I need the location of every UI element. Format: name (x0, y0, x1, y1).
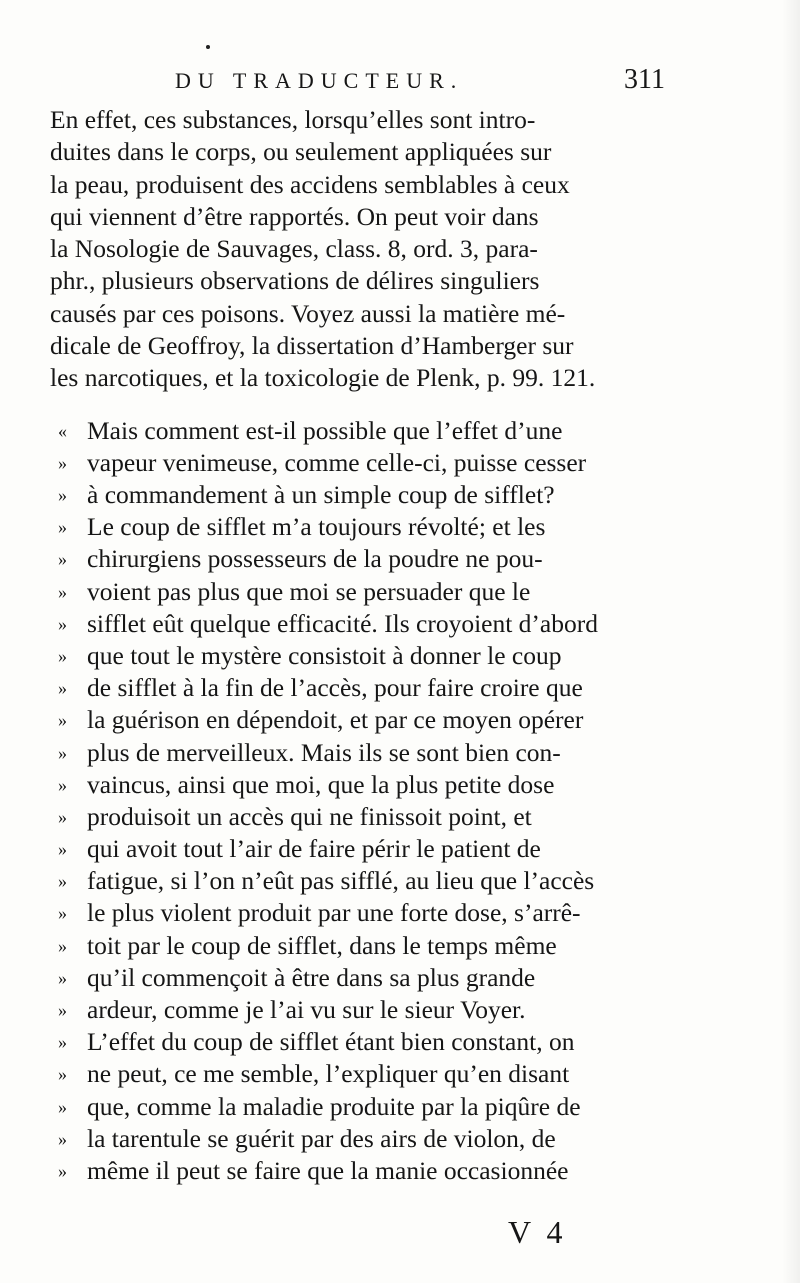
text-line: En effet, ces substances, lorsqu’elles sont intro- (50, 105, 536, 134)
quote-text: qui avoit tout l’air de faire périr le patient de (87, 834, 541, 864)
quote-line (50, 994, 662, 1026)
quote-mark: » (58, 678, 67, 699)
quote-mark: » (58, 935, 67, 956)
quote-line (50, 833, 662, 865)
quote-mark: » (58, 549, 67, 570)
page-number: 311 (624, 64, 665, 95)
quote-text: vaincus, ainsi que moi, que la plus petite dose (87, 769, 555, 799)
ink-dot (206, 45, 210, 49)
quote-mark: » (58, 645, 67, 666)
text-line: causés par ces poisons. Voyez aussi la matière mé- (50, 298, 566, 328)
quote-line (50, 1091, 662, 1123)
quote-text: chirurgiens possesseurs de la poudre ne pou- (87, 544, 543, 574)
quote-line (50, 769, 662, 801)
quote-text: la guérison en dépendoit, et par ce moyen opérer (87, 705, 584, 735)
quote-text: ne peut, ce me semble, l’expliquer qu’en disant (87, 1059, 570, 1089)
quote-text: fatigue, si l’on n’eût pas sifflé, au lieu que l’accès (87, 866, 595, 896)
quote-line (50, 1123, 662, 1155)
quote-text: Mais comment est-il possible que l’effet d’une (87, 415, 563, 445)
quote-line (50, 415, 662, 447)
quote-mark: » (58, 517, 67, 538)
quote-mark: » (58, 806, 67, 827)
quote-mark: » (58, 710, 67, 731)
quote-text: Le coup de sifflet m’a toujours révolté; et les (87, 512, 546, 542)
quote-text: le plus violent produit par une forte dose, s’arrê- (87, 898, 581, 928)
quote-text: à commandement à un simple coup de sifflet? (87, 480, 555, 510)
quote-text: L’effet du coup de sifflet étant bien constant, on (87, 1027, 575, 1057)
text-line: phr., plusieurs observations de délires singuliers (50, 266, 540, 296)
quote-mark: » (58, 613, 67, 634)
quote-text: voient pas plus que moi se persuader que le (87, 576, 531, 606)
quote-mark: » (58, 967, 67, 988)
quote-text: la tarentule se guérit par des airs de violon, de (87, 1123, 556, 1153)
quote-line (50, 543, 662, 575)
quote-line (50, 865, 662, 897)
running-title: DU TRADUCTEUR. (175, 68, 464, 93)
quote-mark: » (58, 871, 67, 892)
quote-text: produisoit un accès qui ne finissoit point, et (87, 801, 532, 831)
signature-mark: V 4 (508, 1214, 567, 1250)
text-line: la peau, produisent des accidens semblables à ceux (50, 169, 570, 199)
quote-text: de sifflet à la fin de l’accès, pour faire croire que (87, 673, 583, 703)
quote-line (50, 672, 662, 704)
quote-line (50, 511, 662, 543)
quote-mark: » (58, 903, 67, 924)
quote-text: que tout le mystère consistoit à donner le coup (87, 640, 562, 670)
quote-line (50, 801, 662, 833)
quote-text: vapeur venimeuse, comme celle-ci, puisse cesser (87, 447, 587, 477)
quote-line (50, 576, 662, 608)
quote-line (50, 962, 662, 994)
quote-mark: » (58, 1128, 67, 1149)
paragraph (50, 104, 662, 395)
quote-text: que, comme la maladie produite par la piqûre de (87, 1091, 581, 1121)
text-line: la Nosologie de Sauvages, class. 8, ord. 3, para- (50, 234, 538, 264)
quote-mark: » (58, 485, 67, 506)
quote-line (50, 1058, 662, 1090)
quote-mark: » (58, 452, 67, 473)
text-line: duites dans le corps, ou seulement appliquées sur (50, 137, 552, 167)
quote-line (50, 640, 662, 672)
quote-mark: » (58, 1032, 67, 1053)
quote-mark: » (58, 742, 67, 763)
quote-mark: » (58, 1064, 67, 1085)
running-head (175, 64, 665, 108)
quote-line (50, 737, 662, 769)
quote-mark: » (58, 774, 67, 795)
text-line: dicale de Geoffroy, la dissertation d’Hamberger sur (50, 331, 574, 361)
quote-line (50, 897, 662, 929)
quote-text: sifflet eût quelque efficacité. Ils croyoient d’abord (87, 608, 598, 638)
text-line: les narcotiques, et la toxicologie de Plenk, p. 99. 121. (50, 363, 596, 393)
page-edge-shadow (782, 0, 800, 1283)
quote-mark: » (58, 581, 67, 602)
quote-text: qu’il commençoit à être dans sa plus grande (87, 962, 536, 992)
quote-mark: » (58, 1160, 67, 1181)
quote-mark: « (58, 420, 67, 441)
quote-text: ardeur, comme je l’ai vu sur le sieur Voyer. (87, 995, 526, 1025)
quote-line (50, 1026, 662, 1058)
quote-line (50, 704, 662, 736)
quote-line (50, 447, 662, 479)
quote-mark: » (58, 1000, 67, 1021)
quote-line (50, 479, 662, 511)
quote-line (50, 608, 662, 640)
body-text (50, 104, 662, 1187)
quote-mark: » (58, 1096, 67, 1117)
text-line: qui viennent d’être rapportés. On peut voir dans (50, 201, 539, 231)
quote-text: plus de merveilleux. Mais ils se sont bien con- (87, 737, 561, 767)
quote-mark: » (58, 839, 67, 860)
quote-line (50, 930, 662, 962)
quote-text: même il peut se faire que la manie occasionnée (87, 1155, 569, 1185)
quotation-block (50, 415, 662, 1188)
quote-line (50, 1155, 662, 1187)
quote-text: toit par le coup de sifflet, dans le temps même (87, 930, 557, 960)
